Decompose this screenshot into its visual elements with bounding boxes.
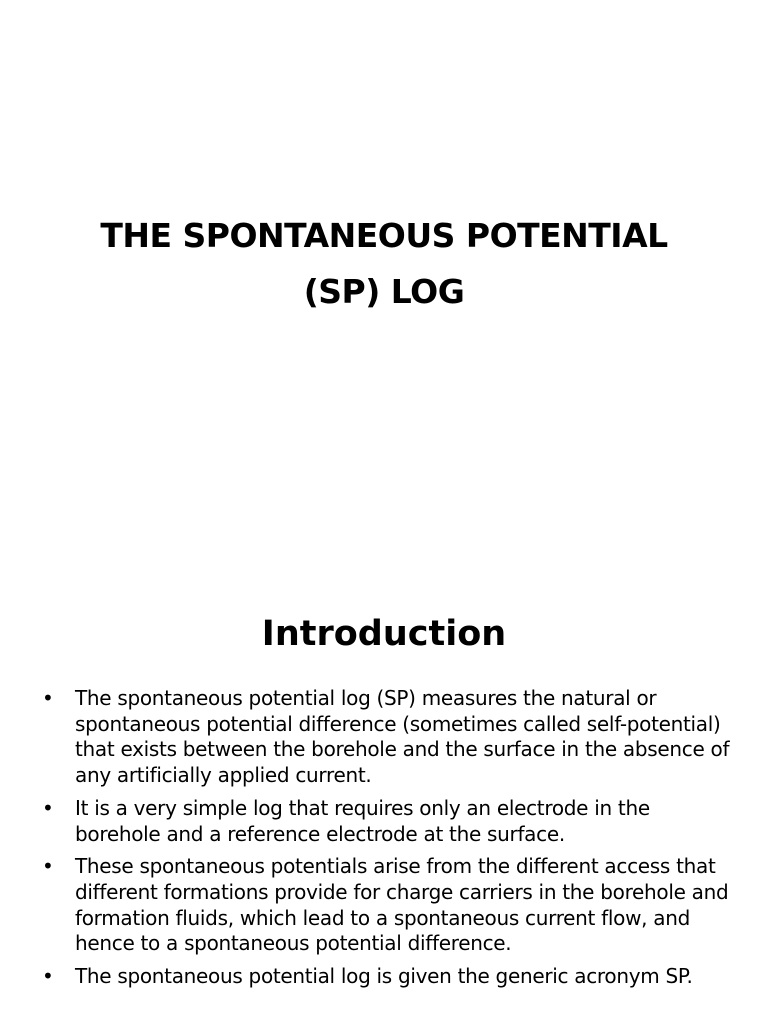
bullet-item: [42, 686, 732, 789]
bullet-item: [42, 796, 732, 847]
bullet-item: [42, 964, 732, 990]
bullet-dot-icon: •: [42, 795, 54, 820]
slide-title-line-2: (SP) LOG: [303, 272, 465, 311]
bullet-item: [42, 854, 732, 957]
bullet-dot-icon: •: [42, 964, 54, 989]
bullet-text: It is a very simple log that requires only an electrode in the borehole and a reference electrode at the surface.: [75, 795, 650, 846]
slide-title-line-1: THE SPONTANEOUS POTENTIAL: [100, 216, 668, 255]
bullet-dot-icon: •: [42, 854, 54, 879]
bullet-list: [42, 686, 732, 1024]
section-heading: Introduction: [261, 614, 507, 654]
bullet-text: The spontaneous potential log is given the generic acronym SP.: [75, 964, 693, 989]
bullet-text: These spontaneous potentials arise from the different access that different formations provide for charge carriers in the borehole and formation fluids, which lead to a spontaneous current flow, and hence to a spontaneous potential difference.: [75, 854, 729, 956]
bullet-dot-icon: •: [42, 686, 54, 710]
bullet-text: The spontaneous potential log (SP) measures the natural or spontaneous potential difference (sometimes called self-potential) that exists between the borehole and the surface in the absence of any artificially applied current.: [75, 686, 730, 788]
slide-title: [0, 208, 768, 320]
